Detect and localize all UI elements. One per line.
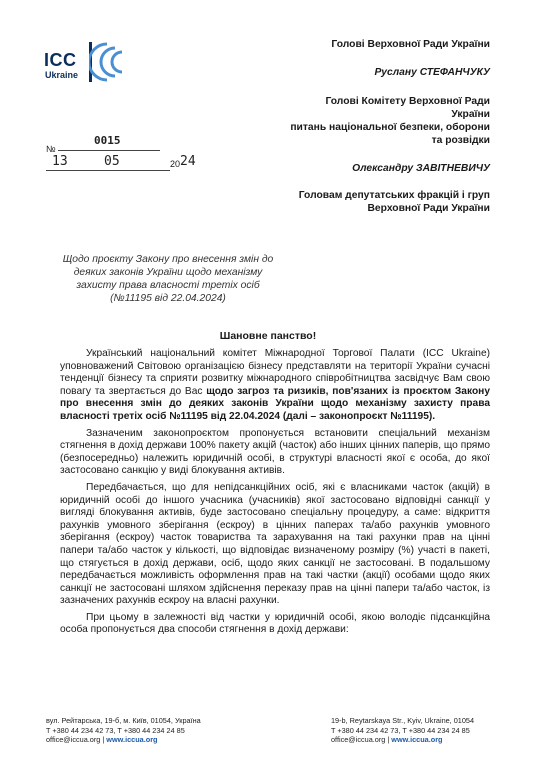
logo-arcs-icon bbox=[89, 40, 123, 84]
salutation: Шановне панство! bbox=[219, 330, 317, 342]
letter-subject: Щодо проєкту Закону про внесення змін до деяких законів України щодо механізму захисту права власності третіх осіб (№11195 від 22.04.2024) bbox=[62, 254, 274, 304]
paragraph-2: Зазначеним законопроєктом пропонується встановити спеціальний механізм стягнення в дохід держави 100% пакету акцій (часток) або інших цінних паперів, що прямо (безпосередньо) належить юридичній особі, в структурі власності якої є особа, до якої застосовано санкцію у виді блокування активів. bbox=[60, 427, 490, 477]
footer-address-en: 19-b, Reytarskaya Str., Kyiv, Ukraine, 01054 T +380 44 234 42 73, T +380 44 234 24 85 office@iccua.org | www.iccua.org bbox=[331, 716, 475, 744]
paragraph-1: Український національний комітет Міжнародної Торгової Палати (ICC Ukraine) уповноважений Світовою організацією бізнесу представляти на території України сучасні тенденції бізнесу та сприяти розвитку міжнародного співробітництва засвідчує Вам свою повагу та звертається до Вас щодо загроз та ризиків, пов'язаних із проєктом Закону про внесення змін до деяких законів України щодо механізму захисту права власності третіх осіб №11195 від 22.04.2024 (далі – законопроєкт №11195). bbox=[60, 348, 490, 422]
footer-website-ua[interactable]: www.iccua.org bbox=[106, 735, 158, 744]
date-year-prefix: 20 bbox=[170, 159, 181, 169]
footer-address-ua: вул. Рейтарська, 19-б, м. Київ, 01054, Україна T +380 44 234 42 73, T +380 44 234 24 85 office@iccua.org | www.iccua.org bbox=[46, 716, 201, 744]
paragraph-4: При цьому в залежності від частки у юридичній особі, якою володіє підсанкційна особа пропонується два способи стягнення в дохід держави: bbox=[60, 611, 490, 636]
icc-ukraine-logo bbox=[44, 40, 124, 84]
footer-email-en[interactable]: office@iccua.org bbox=[331, 735, 386, 744]
logo-brand: ICC bbox=[44, 50, 77, 70]
paragraph-1-emphasis: щодо загроз та ризиків, пов'язаних із проєктом Закону про внесення змін до деяких законів України щодо механізму захисту права власності третіх осіб №11195 від 22.04.2024 (далі – законопроєкт №11195). bbox=[60, 385, 490, 422]
addressee-3: Голові Комітету Верховної Ради України питань національної безпеки, оборони та розвідки bbox=[290, 96, 490, 146]
logo-country: Ukraine bbox=[45, 70, 79, 80]
date-month: 05 bbox=[104, 154, 120, 169]
addressee-5: Головам депутатських фракцій і груп Верховної Ради України bbox=[298, 190, 490, 214]
paragraph-3: Передбачається, що для непідсанкційних осіб, які є власниками часток (акцій) в юридичній особі до іншого учасника (учасників) якої застосовано відповідні санкції у вигляді блокування активів, буде застосовано спеціальну процедуру, а саме: відкриття рахунків умовного зберігання (ескроу) в цінних паперах та/або рахунків умовного зберігання (ескроу) часток товариства та зарахування на такі рахунки прав на цінні папери та/або часток у кількості, що відповідає визначеному розміру (%) участі в пакеті, що стягується в дохід держави, осіб, щодо яких санкції не застосовані. В подальшому передбачається можливість оформлення прав на такі частки (акції) особами щодо яких санкції не застосовані шляхом здійснення переказу прав на цінні папери та/або часток, із зазначених рахунків ескроу на власні рахунки. bbox=[60, 481, 490, 607]
letter-body bbox=[60, 348, 490, 641]
addressee-4: Олександру ЗАВІТНЕВИЧУ bbox=[352, 163, 490, 174]
number-line bbox=[58, 150, 160, 151]
addressee-1: Голові Верховної Ради України bbox=[331, 39, 490, 50]
date-day: 13 bbox=[52, 154, 68, 169]
registration-number: 0015 bbox=[94, 134, 121, 147]
footer-website-en[interactable]: www.iccua.org bbox=[391, 735, 443, 744]
date-year-suffix: 24 bbox=[180, 154, 196, 169]
date-line bbox=[46, 170, 170, 171]
footer-email-ua[interactable]: office@iccua.org bbox=[46, 735, 101, 744]
addressee-2: Руслану СТЕФАНЧУКУ bbox=[374, 67, 490, 78]
number-sign: № bbox=[46, 144, 56, 154]
